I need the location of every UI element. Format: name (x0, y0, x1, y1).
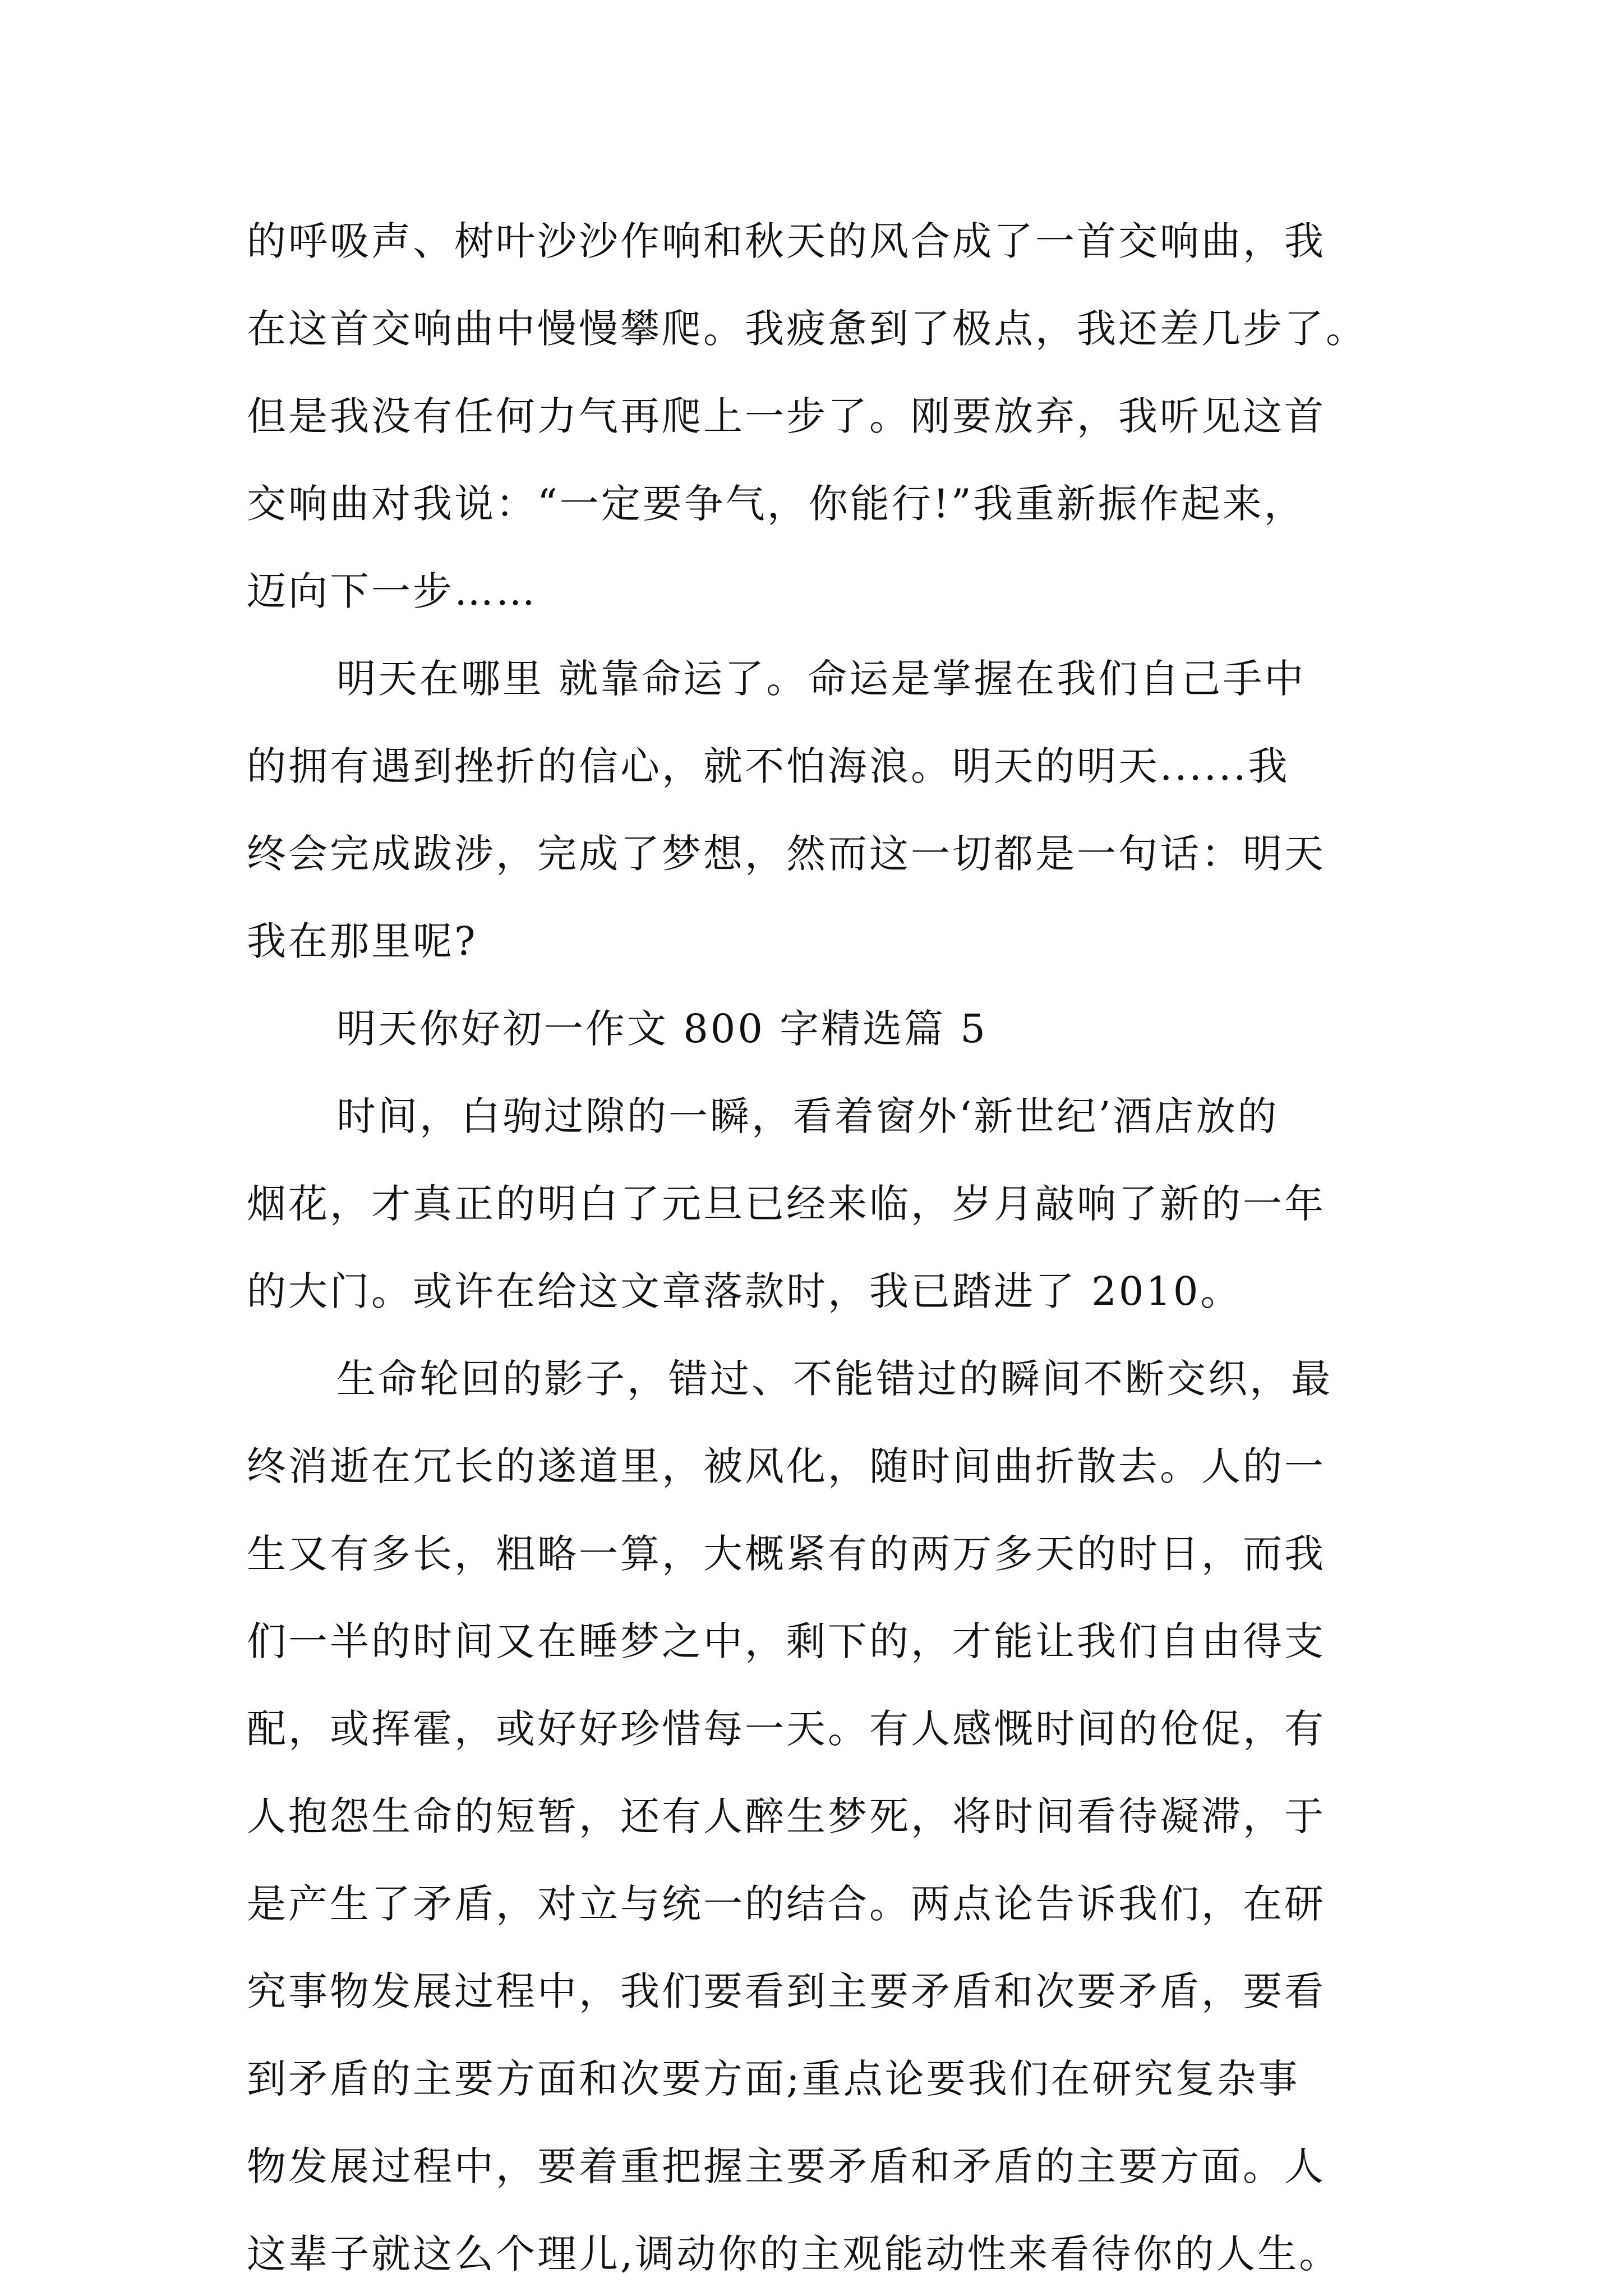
text-line: 的大门。或许在给这文章落款时，我已踏进了 2010。 (247, 1268, 1242, 1314)
text-line: 的拥有遇到挫折的信心，就不怕海浪。明天的明天......我 (247, 743, 1290, 789)
text-line: 终会完成跋涉，完成了梦想，然而这一切都是一句话：明天 (247, 831, 1326, 877)
text-line: 终消逝在冗长的遂道里，被风化，随时间曲折散去。人的一 (247, 1443, 1326, 1489)
text-line: 但是我没有任何力气再爬上一步了。刚要放弃，我听见这首 (247, 393, 1326, 439)
text-line: 物发展过程中，要着重把握主要矛盾和矛盾的主要方面。人 (247, 2143, 1326, 2189)
text-line: 是产生了矛盾，对立与统一的结合。两点论告诉我们，在研 (247, 1881, 1326, 1927)
text-line: 明天在哪里 就靠命运了。命运是掌握在我们自己手中 (336, 656, 1306, 702)
text-line: 我在那里呢? (247, 918, 478, 964)
text-line: 生又有多长，粗略一算，大概紧有的两万多天的时日，而我 (247, 1531, 1326, 1577)
section-heading: 明天你好初一作文 800 字精选篇 5 (336, 1006, 988, 1052)
text-line: 人抱怨生命的短暂，还有人醉生梦死，将时间看待凝滞，于 (247, 1793, 1326, 1839)
text-line: 交响曲对我说：“一定要争气，你能行!”我重新振作起来， (247, 481, 1306, 527)
text-line: 生命轮回的影子，错过、不能错过的瞬间不断交织，最 (336, 1356, 1332, 1402)
text-line: 究事物发展过程中，我们要看到主要矛盾和次要矛盾，要看 (247, 1968, 1326, 2014)
text-line: 烟花，才真正的明白了元旦已经来临，岁月敲响了新的一年 (247, 1181, 1326, 1227)
text-line: 迈向下一步…… (247, 568, 537, 614)
text-line: 在这首交响曲中慢慢攀爬。我疲惫到了极点，我还差几步了。 (247, 306, 1367, 352)
text-line: 时间，白驹过隙的一瞬，看着窗外‘新世纪’酒店放的 (336, 1093, 1279, 1139)
text-line: 配，或挥霍，或好好珍惜每一天。有人感慨时间的伧促，有 (247, 1706, 1326, 1752)
text-line: 们一半的时间又在睡梦之中，剩下的，才能让我们自由得支 (247, 1618, 1326, 1664)
text-line: 的呼吸声、树叶沙沙作响和秋天的风合成了一首交响曲，我 (247, 218, 1326, 264)
text-line: 到矛盾的主要方面和次要方面;重点论要我们在研究复杂事 (247, 2056, 1300, 2102)
text-line: 这辈子就这么个理儿,调动你的主观能动性来看待你的人生。 (247, 2231, 1341, 2277)
